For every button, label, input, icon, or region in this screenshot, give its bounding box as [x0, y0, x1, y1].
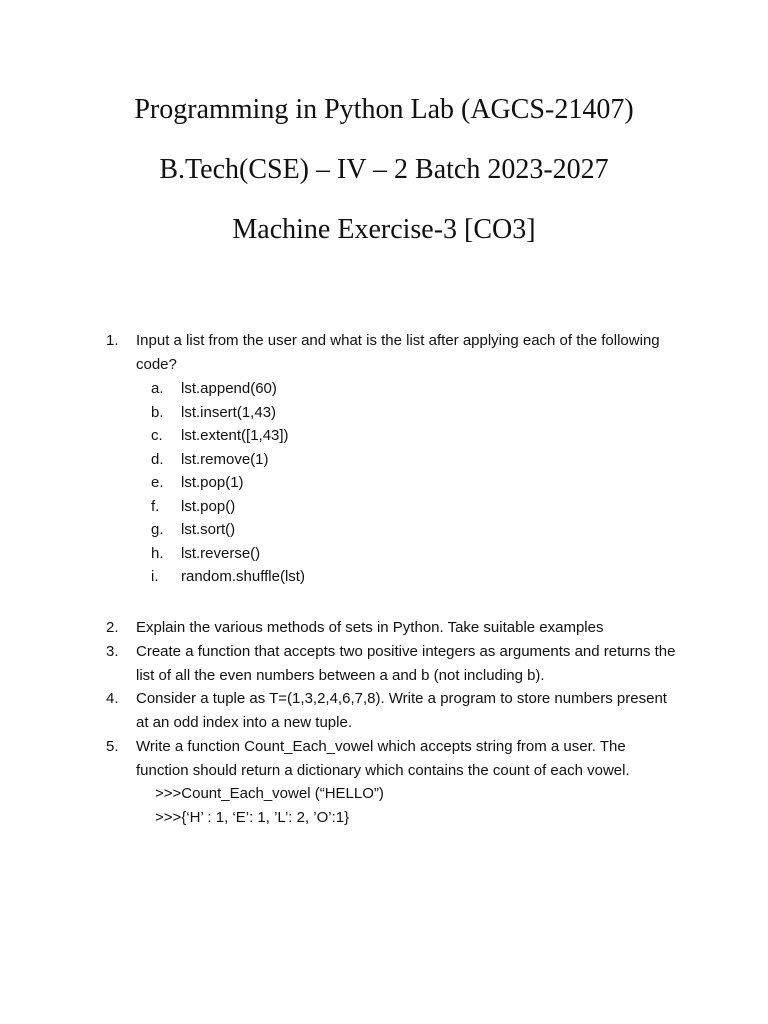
question-text: Input a list from the user and what is the list after applying each of the following code?: [136, 332, 660, 373]
sub-item-code: lst.append(60): [181, 380, 277, 397]
sub-item-letter: d.: [151, 450, 164, 468]
question-number: 4.: [106, 690, 119, 707]
question-text: Consider a tuple as T=(1,3,2,4,6,7,8). Write a program to store numbers present at an odd index into a new tuple.: [136, 690, 667, 731]
sub-item-code: lst.sort(): [181, 521, 236, 538]
sub-item-code: lst.remove(1): [181, 450, 269, 468]
sub-item-letter: i.: [151, 568, 159, 585]
question-text: Create a function that accepts two positive integers as arguments and returns the list of all the even numbers between a and b (not including b).: [136, 643, 676, 684]
sub-item-code: lst.extent([1,43]): [181, 427, 289, 444]
sub-item-letter: c.: [151, 427, 163, 444]
question-number: 3.: [106, 643, 119, 660]
sub-item-code: lst.insert(1,43): [181, 403, 277, 421]
course-title: Programming in Python Lab (AGCS-21407): [134, 94, 634, 125]
example-call: >>>Count_Each_vowel (“HELLO”): [155, 785, 384, 802]
sub-item-letter: e.: [151, 474, 164, 491]
sub-item-code: random.shuffle(lst): [181, 568, 305, 585]
sub-item-code: lst.pop(1): [181, 474, 244, 491]
question-text: Explain the various methods of sets in Python. Take suitable examples: [136, 619, 604, 636]
question-number: 2.: [106, 619, 119, 636]
sub-item-letter: b.: [151, 403, 164, 421]
question-number: 5.: [106, 738, 119, 755]
sub-item-letter: f.: [151, 497, 160, 515]
batch-subtitle: B.Tech(CSE) – IV – 2 Batch 2023-2027: [159, 154, 609, 185]
sub-item-code: lst.pop(): [181, 497, 236, 515]
question-number: 1.: [106, 332, 119, 349]
example-output: >>>{‘H’ : 1, ‘E’: 1, ’L’: 2, ’O’:1}: [155, 809, 350, 826]
exercise-title: Machine Exercise-3 [CO3]: [232, 214, 536, 245]
sub-item-letter: h.: [151, 544, 164, 562]
question-text: Write a function Count_Each_vowel which accepts string from a user. The function should return a dictionary which contains the count of each vowel.: [136, 738, 630, 779]
sub-item-code: lst.reverse(): [181, 544, 261, 562]
sub-item-letter: a.: [151, 380, 164, 397]
sub-item-letter: g.: [151, 521, 164, 538]
